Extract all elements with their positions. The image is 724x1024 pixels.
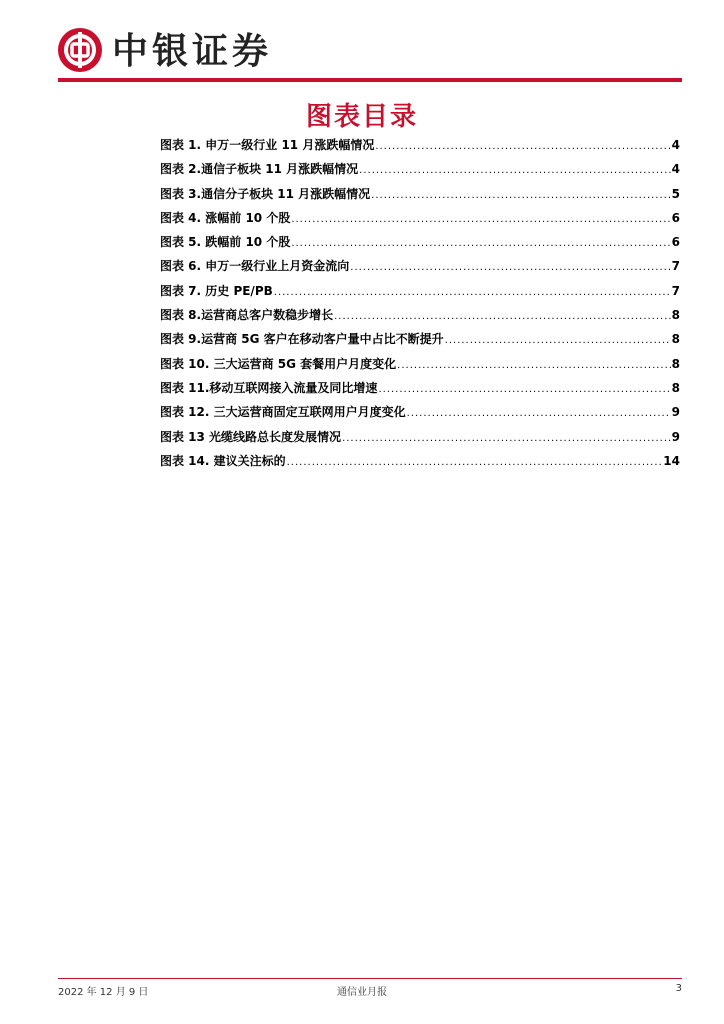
- toc-leader: [342, 433, 671, 444]
- toc-page: 9: [671, 429, 680, 444]
- toc-entry[interactable]: [160, 355, 680, 379]
- toc-leader: [291, 214, 670, 225]
- footer-page-number: 3: [675, 983, 682, 994]
- toc-entry[interactable]: [160, 306, 680, 330]
- footer-date: 2022 年 12 月 9 日: [58, 987, 149, 998]
- toc-page: 4: [671, 162, 680, 177]
- toc-page: 4: [671, 138, 680, 152]
- toc-label: 图表 6. 申万一级行业上月资金流向: [160, 259, 350, 274]
- toc-entry[interactable]: [160, 233, 680, 257]
- toc-label: 图表 5. 跌幅前 10 个股: [160, 235, 291, 250]
- toc-page: 8: [671, 332, 680, 347]
- toc-label: 图表 2.通信子板块 11 月涨跌幅情况: [160, 162, 359, 177]
- toc-entry[interactable]: [160, 257, 680, 281]
- toc-leader: [359, 165, 670, 176]
- toc-leader: [274, 287, 671, 298]
- toc-page: 8: [671, 380, 680, 395]
- toc-leader: [334, 311, 671, 322]
- toc-entry[interactable]: [160, 330, 680, 354]
- toc-entry[interactable]: [160, 403, 680, 427]
- toc-label: 图表 4. 涨幅前 10 个股: [160, 210, 291, 225]
- toc-leader: [371, 190, 670, 201]
- toc-leader: [407, 408, 671, 419]
- table-of-figures: [160, 136, 680, 476]
- page-title: 图表目录: [305, 102, 418, 132]
- toc-leader: [378, 384, 670, 395]
- boc-logo-icon: [58, 28, 102, 72]
- toc-page: 6: [671, 235, 680, 250]
- toc-label: 图表 3.通信分子板块 11 月涨跌幅情况: [160, 186, 371, 201]
- toc-page: 6: [671, 210, 680, 225]
- toc-entry[interactable]: [160, 379, 680, 403]
- toc-page: 7: [671, 283, 680, 298]
- toc-label: 图表 1. 申万一级行业 11 月涨跌幅情况: [160, 138, 375, 152]
- toc-label: 图表 9.运营商 5G 客户在移动客户量中占比不断提升: [160, 332, 444, 347]
- toc-page: 14: [663, 453, 680, 468]
- header-divider: [58, 78, 682, 82]
- toc-entry[interactable]: [160, 160, 680, 184]
- toc-label: 图表 8.运营商总客户数稳步增长: [160, 308, 334, 323]
- toc-label: 图表 12. 三大运营商固定互联网用户月度变化: [160, 405, 406, 420]
- page-header: [58, 28, 682, 78]
- toc-label: 图表 10. 三大运营商 5G 套餐用户月度变化: [160, 356, 397, 371]
- toc-label: 图表 11.移动互联网接入流量及同比增速: [160, 380, 378, 395]
- footer-divider: [58, 978, 682, 979]
- footer-report-type: 通信业月报: [337, 987, 387, 998]
- toc-entry[interactable]: [160, 185, 680, 209]
- toc-label: 图表 7. 历史 PE/PB: [160, 283, 273, 298]
- toc-page: 8: [671, 308, 680, 323]
- toc-leader: [350, 262, 670, 273]
- toc-page: 5: [671, 186, 680, 201]
- toc-entry[interactable]: [160, 209, 680, 233]
- toc-entry[interactable]: [160, 136, 680, 160]
- toc-leader: [287, 457, 663, 468]
- toc-label: 图表 13 光缆线路总长度发展情况: [160, 429, 342, 444]
- toc-page: 7: [671, 259, 680, 274]
- toc-page: 8: [671, 356, 680, 371]
- brand-name: 中银证券: [112, 30, 273, 72]
- toc-leader: [375, 141, 670, 152]
- toc-page: 9: [671, 405, 680, 420]
- toc-leader: [291, 238, 670, 249]
- toc-leader: [445, 335, 671, 346]
- toc-leader: [397, 360, 670, 371]
- toc-entry[interactable]: [160, 282, 680, 306]
- toc-entry[interactable]: [160, 428, 680, 452]
- toc-entry[interactable]: [160, 452, 680, 476]
- toc-label: 图表 14. 建议关注标的: [160, 453, 286, 468]
